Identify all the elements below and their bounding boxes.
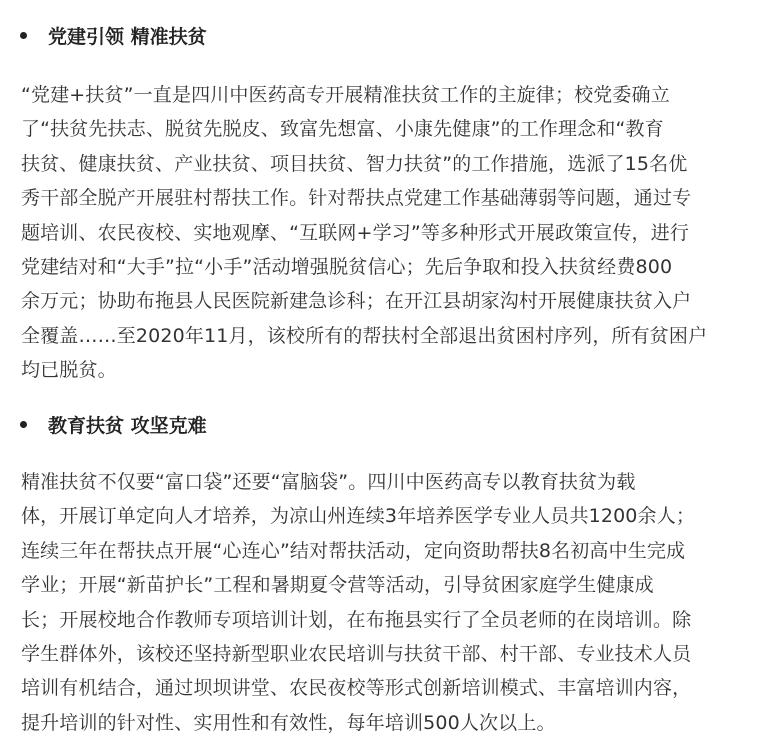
paragraph-line: 题培训、农民夜校、实地观摩、“互联网+学习”等多种形式开展政策宣传，进行 xyxy=(21,221,690,244)
paragraph-line: 扶贫、健康扶贫、产业扶贫、项目扶贫、智力扶贫”的工作措施，选派了15名优 xyxy=(21,152,688,175)
paragraph-education xyxy=(21,465,695,740)
section-heading-text: 教育扶贫 攻坚克难 xyxy=(48,415,207,437)
bullet-icon xyxy=(20,32,27,39)
paragraph-line: 精准扶贫不仅要“富口袋”还要“富脑袋”。四川中医药高专以教育扶贫为载 xyxy=(21,471,636,493)
paragraph-line: 余万元；协助布拖县人民医院新建急诊科；在开江县胡家沟村开展健康扶贫入户 xyxy=(21,290,692,313)
paragraph-line: 党建结对和“大手”拉“小手”活动增强脱贫信心；先后争取和投入扶贫经费800 xyxy=(21,256,673,279)
paragraph-line: 体，开展订单定向人才培养，为凉山州连续3年培养医学专业人员共1200余人； xyxy=(21,505,695,528)
section-heading-text: 党建引领 精准扶贫 xyxy=(48,26,207,48)
section-heading-party xyxy=(20,22,207,49)
paragraph-line: 学生群体外，该校还坚持新型职业农民培训与扶贫干部、村干部、专业技术人员 xyxy=(21,643,692,666)
paragraph-line: 连续三年在帮扶点开展“心连心”结对帮扶活动，定向资助帮扶8名初高中生完成 xyxy=(21,539,686,562)
paragraph-line: 了“扶贫先扶志、脱贫先脱皮、致富先想富、小康先健康”的工作理念和“教育 xyxy=(21,118,664,141)
paragraph-line: “党建+扶贫”一直是四川中医药高专开展精准扶贫工作的主旋律；校党委确立 xyxy=(21,84,670,106)
paragraph-line: 学业；开展“新苗护长”工程和暑期夏令营等活动，引导贫困家庭学生健康成 xyxy=(21,574,654,597)
paragraph-line: 全覆盖……至2020年11月，该校所有的帮扶村全部退出贫困村序列，所有贫困户 xyxy=(21,324,708,347)
paragraph-party-building xyxy=(21,78,707,388)
section-heading-education xyxy=(20,411,207,438)
paragraph-line: 长；开展校地合作教师专项培训计划，在布拖县实行了全员老师的在岗培训。除 xyxy=(21,608,692,631)
bullet-icon xyxy=(20,421,27,428)
paragraph-line: 培训有机结合，通过坝坝讲堂、农民夜校等形式创新培训模式、丰富培训内容， xyxy=(21,677,692,700)
paragraph-line: 秀干部全脱产开展驻村帮扶工作。针对帮扶点党建工作基础薄弱等问题，通过专 xyxy=(21,187,692,210)
paragraph-line: 均已脱贫。 xyxy=(21,359,117,382)
paragraph-line: 提升培训的针对性、实用性和有效性，每年培训500人次以上。 xyxy=(21,711,556,734)
